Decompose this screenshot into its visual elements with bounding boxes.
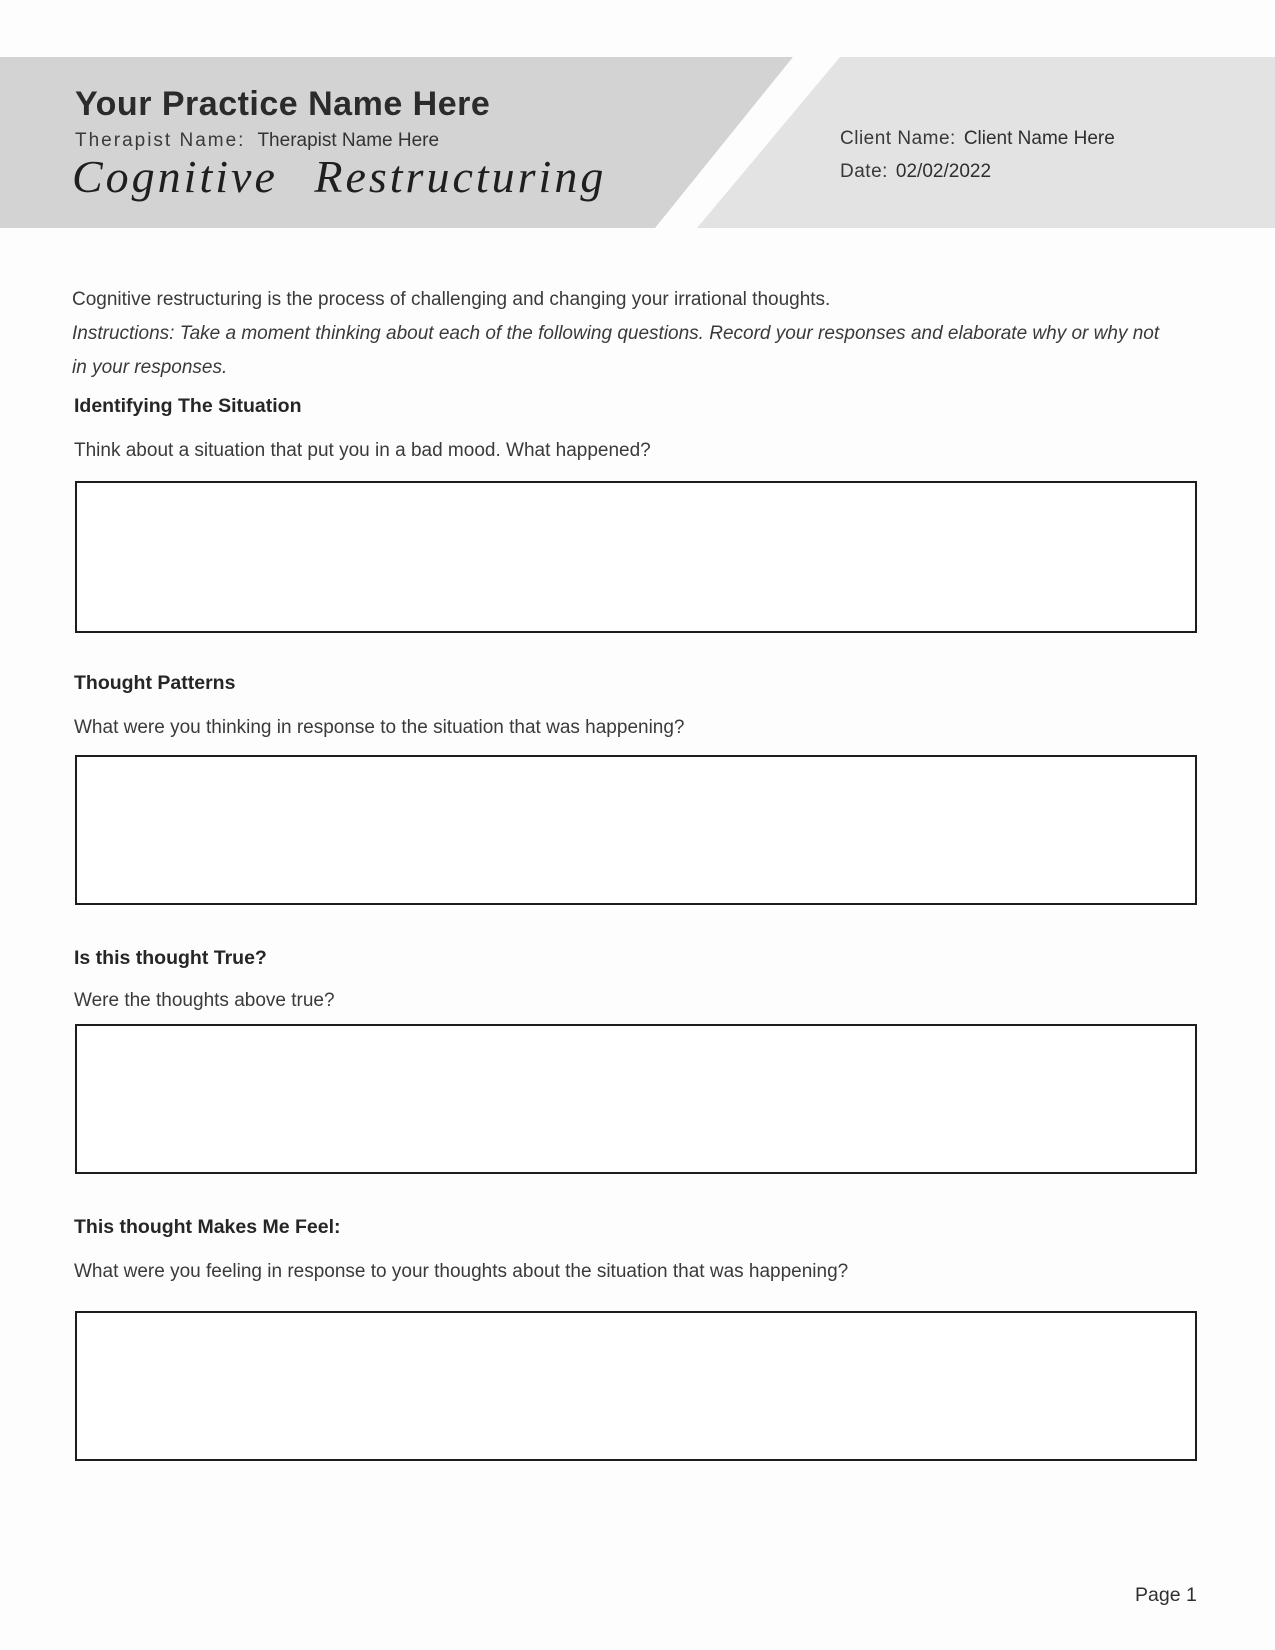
client-line [840, 128, 1115, 150]
client-name-value: Client Name Here [963, 128, 1115, 149]
section-question-thought-feel: What were you feeling in response to your thoughts about the situation that was happening? [74, 1261, 849, 1282]
section-heading-thought-true: Is this thought True? [74, 947, 267, 969]
date-value: 02/02/2022 [895, 161, 992, 182]
therapist-name-label: Therapist Name: [75, 130, 246, 151]
section-question-identifying-situation: Think about a situation that put you in a bad mood. What happened? [74, 440, 651, 461]
page-number: Page 1 [1135, 1584, 1197, 1606]
section-heading-identifying-situation: Identifying The Situation [74, 395, 302, 417]
intro-instructions: Instructions: Take a moment thinking about each of the following questions. Record your responses and elaborate why or why not in your responses. [72, 323, 1160, 378]
answer-box-thought-patterns[interactable] [75, 755, 1197, 905]
practice-name: Your Practice Name Here [75, 85, 491, 123]
intro-description: Cognitive restructuring is the process of challenging and changing your irrational thoughts. [72, 289, 831, 310]
section-heading-thought-feel: This thought Makes Me Feel: [74, 1216, 341, 1238]
section-question-thought-patterns: What were you thinking in response to the situation that was happening? [74, 717, 685, 738]
answer-box-thought-true[interactable] [75, 1024, 1197, 1174]
therapist-name-value: Therapist Name Here [257, 130, 440, 151]
date-label: Date: [840, 161, 888, 182]
answer-box-identifying-situation[interactable] [75, 481, 1197, 633]
section-heading-thought-patterns: Thought Patterns [74, 672, 236, 694]
worksheet-title: Cognitive Restructuring [72, 151, 607, 202]
client-name-label: Client Name: [840, 128, 956, 149]
answer-box-thought-feel[interactable] [75, 1311, 1197, 1461]
date-line [840, 161, 991, 183]
section-question-thought-true: Were the thoughts above true? [74, 990, 335, 1011]
